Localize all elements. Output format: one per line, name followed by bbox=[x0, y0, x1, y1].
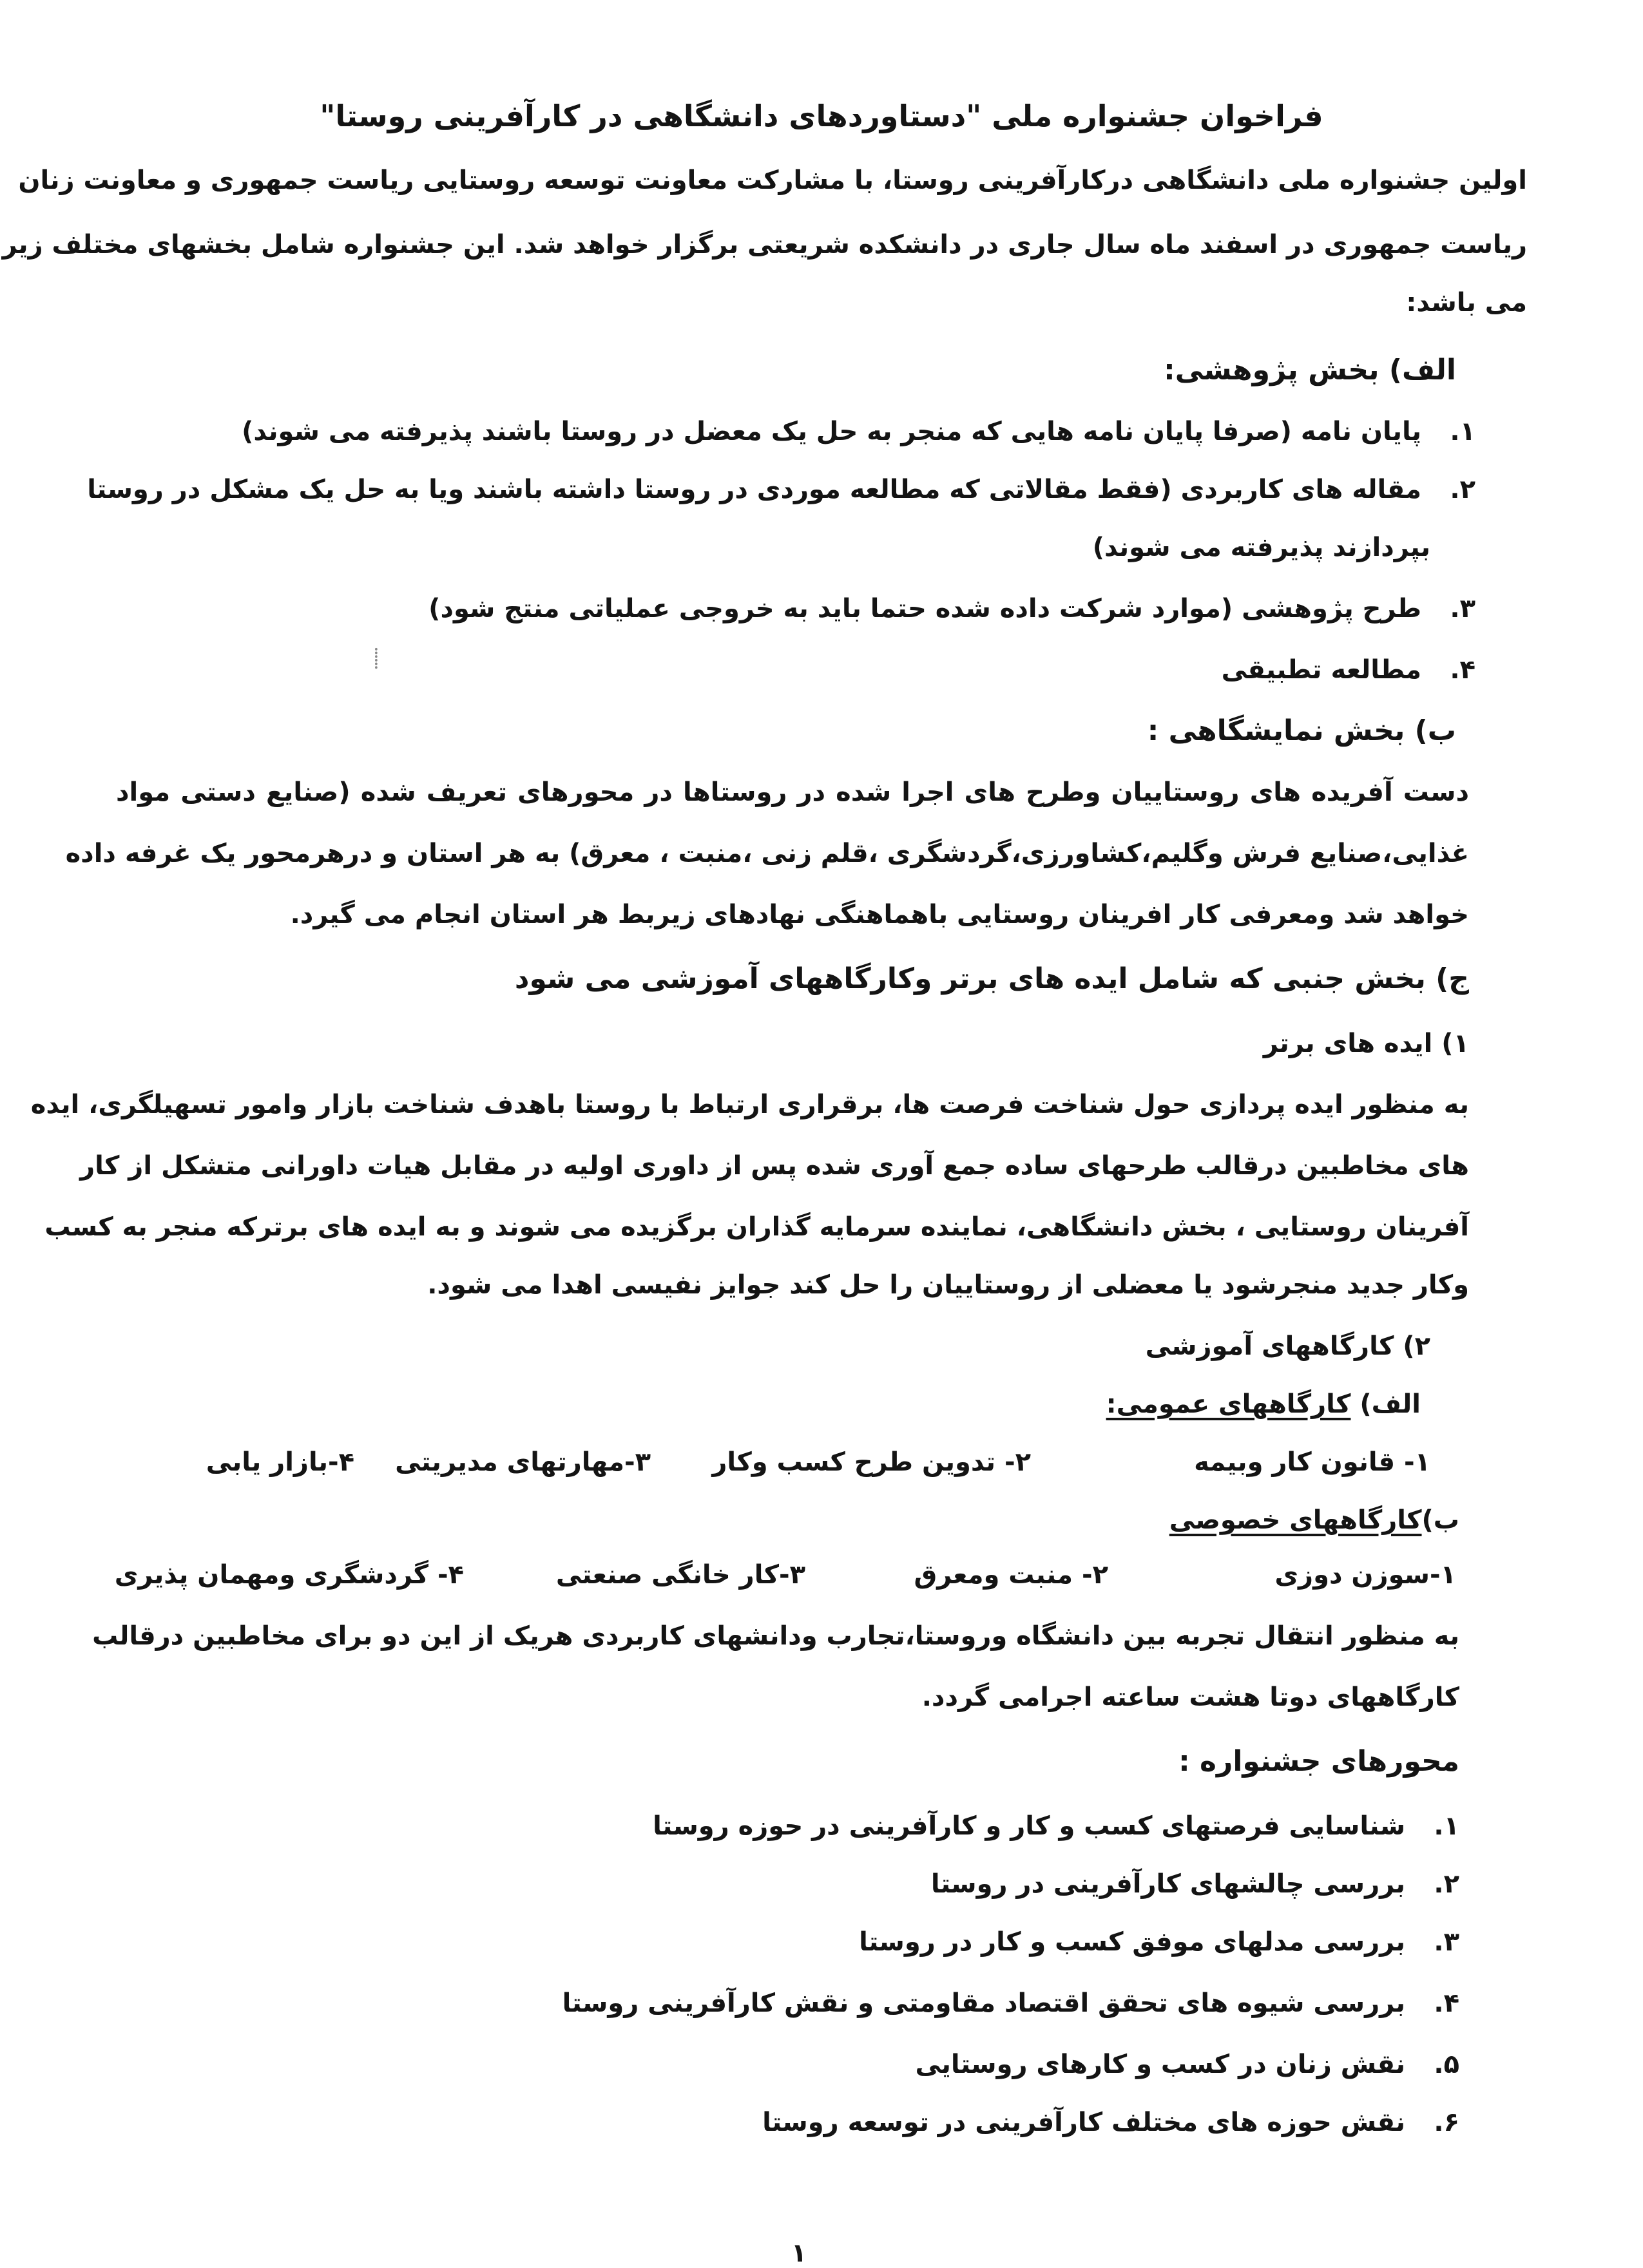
item-text: بررسی شیوه های تحقق اقتصاد مقاومتی و نقش کارآفرینی روستا bbox=[562, 1988, 1406, 2018]
closing-line-2: کارگاههای دوتا هشت ساعته اجرامی گردد. bbox=[921, 1682, 1459, 1712]
general-workshop-3: ۳-مهارتهای مدیریتی bbox=[395, 1447, 651, 1477]
document-title: فراخوان جشنواره ملی "دستاوردهای دانشگاهی در کارآفرینی روستا" bbox=[320, 99, 1323, 133]
ideas-line-1: به منظور ایده پردازی حول شناخت فرصت ها، برقراری ارتباط با روستا باهدف شناخت بازار وامور تسهیلگری، ایده bbox=[30, 1090, 1469, 1120]
section-a-item-4 bbox=[0, 651, 1475, 689]
general-workshop-4: ۴-بازار یابی bbox=[206, 1447, 354, 1477]
ideas-line-3: آفرینان روستایی ، بخش دانشگاهی، نماینده سرمایه گذاران برگزیده می شوند و به ایده های برترکه منجر به کسب bbox=[44, 1212, 1469, 1242]
scan-smudge: ⸽ bbox=[374, 647, 379, 670]
section-a-item-3 bbox=[0, 589, 1475, 628]
ideas-heading: ۱) ایده های برتر bbox=[1263, 1029, 1469, 1058]
axis-item-5 bbox=[0, 2045, 1459, 2084]
closing-line-1: به منظور انتقال تجربه بین دانشگاه وروستا،تجارب ودانشهای کاربردی هریک از این دو برای مخاطبین درقالب bbox=[92, 1621, 1459, 1651]
general-workshop-1: ۱- قانون کار وبیمه bbox=[1194, 1447, 1430, 1477]
item-number: ۴. bbox=[1450, 655, 1475, 685]
section-a-item-2 bbox=[87, 470, 1475, 509]
special-workshops-title bbox=[0, 1501, 1459, 1539]
general-label: الف) bbox=[1360, 1389, 1421, 1419]
item-number: ۲. bbox=[1450, 475, 1475, 504]
item-number: ۱. bbox=[1434, 1811, 1459, 1841]
ideas-line-4: وکار جدید منجرشود یا معضلی از روستاییان را حل کند جوایز نفیسی اهدا می شود. bbox=[427, 1270, 1469, 1300]
section-a-item-1 bbox=[116, 412, 1475, 451]
section-b-line-1: دست آفریده های روستاییان وطرح های اجرا شده در روستاها در محورهای تعریف شده (صنایع دستی مواد bbox=[116, 777, 1469, 807]
item-text: شناسایی فرصتهای کسب و کار و کارآفرینی در حوزه روستا bbox=[653, 1811, 1406, 1841]
page-number: ۱ bbox=[791, 2238, 807, 2268]
item-number: ۱. bbox=[1450, 417, 1475, 446]
axis-item-1 bbox=[0, 1807, 1459, 1845]
section-b-line-2: غذایی،صنایع فرش وگلیم،کشاورزی،گردشگری ،قلم زنی ،منبت ، معرق) به هر استان و درهرمحور یک غرفه داده bbox=[65, 839, 1469, 868]
section-b-heading: ب) بخش نمایشگاهی : bbox=[1147, 714, 1456, 747]
section-c-heading: ج) بخش جنبی که شامل ایده های برتر وکارگاههای آموزشی می شود bbox=[514, 962, 1469, 995]
item-number: ۲. bbox=[1434, 1869, 1459, 1899]
item-text: مطالعه تطبیقی bbox=[1221, 655, 1422, 685]
intro-line-2: ریاست جمهوری در اسفند ماه سال جاری در دانشکده شریعتی برگزار خواهد شد. این جشنواره شامل بخشهای مختلف زیر bbox=[2, 230, 1527, 260]
item-text: پایان نامه (صرفا پایان نامه هایی که منجر به حل یک معضل در روستا باشند پذیرفته می شوند) bbox=[242, 417, 1422, 446]
item-text: بررسی چالشهای کارآفرینی در روستا bbox=[930, 1869, 1406, 1899]
general-workshops-title bbox=[0, 1385, 1421, 1424]
section-a-item-2-cont: بپردازند پذیرفته می شوند) bbox=[1092, 533, 1430, 562]
item-text: نقش حوزه های مختلف کارآفرینی در توسعه روستا bbox=[762, 2108, 1406, 2137]
item-text: بررسی مدلهای موفق کسب و کار در روستا bbox=[859, 1927, 1406, 1957]
item-text: نقش زنان در کسب و کارهای روستایی bbox=[915, 2050, 1406, 2079]
special-workshop-4: ۴- گردشگری ومهمان پذیری bbox=[114, 1560, 464, 1590]
special-workshop-2: ۲- منبت ومعرق bbox=[914, 1560, 1108, 1590]
section-a-heading: الف) بخش پژوهشی: bbox=[1164, 354, 1456, 386]
special-workshop-3: ۳-کار خانگی صنعتی bbox=[555, 1560, 805, 1590]
axes-heading: محورهای جشنواره : bbox=[1178, 1745, 1459, 1778]
item-number: ۵. bbox=[1434, 2050, 1459, 2079]
general-title: کارگاههای عمومی: bbox=[1106, 1389, 1351, 1419]
general-workshop-2: ۲- تدوین طرح کسب وکار bbox=[712, 1447, 1031, 1477]
axis-item-3 bbox=[0, 1923, 1459, 1961]
item-number: ۳. bbox=[1450, 594, 1475, 624]
special-workshop-1: ۱-سوزن دوزی bbox=[1274, 1560, 1456, 1590]
intro-line-3: می باشد: bbox=[1406, 288, 1527, 318]
special-label: ب) bbox=[1421, 1505, 1459, 1535]
ideas-line-2: های مخاطبین درقالب طرحهای ساده جمع آوری شده پس از داوری اولیه در مقابل هیات داورانی متشکل از کار bbox=[80, 1151, 1469, 1181]
item-number: ۳. bbox=[1434, 1927, 1459, 1957]
item-text: طرح پژوهشی (موارد شرکت داده شده حتما باید به خروجی عملیاتی منتج شود) bbox=[428, 594, 1422, 624]
section-b-line-3: خواهد شد ومعرفی کار افرینان روستایی باهماهنگی نهادهای زیربط هر استان انجام می گیرد. bbox=[290, 900, 1469, 929]
workshops-heading: ۲) کارگاههای آموزشی bbox=[1145, 1331, 1430, 1361]
special-title: کارگاههای خصوصی bbox=[1169, 1505, 1422, 1535]
axis-item-6 bbox=[0, 2103, 1459, 2142]
item-number: ۴. bbox=[1434, 1988, 1459, 2018]
axis-item-2 bbox=[0, 1865, 1459, 1903]
item-number: ۶. bbox=[1434, 2108, 1459, 2137]
intro-line-1: اولین جشنواره ملی دانشگاهی درکارآفرینی روستا، با مشارکت معاونت توسعه روستایی ریاست جمهوری و معاونت زنان bbox=[18, 166, 1527, 195]
axis-item-4 bbox=[0, 1984, 1459, 2023]
item-text: مقاله های کاربردی (فقط مقالاتی که مطالعه موردی در روستا داشته باشند ویا به حل یک مشکل در روستا bbox=[87, 475, 1422, 504]
